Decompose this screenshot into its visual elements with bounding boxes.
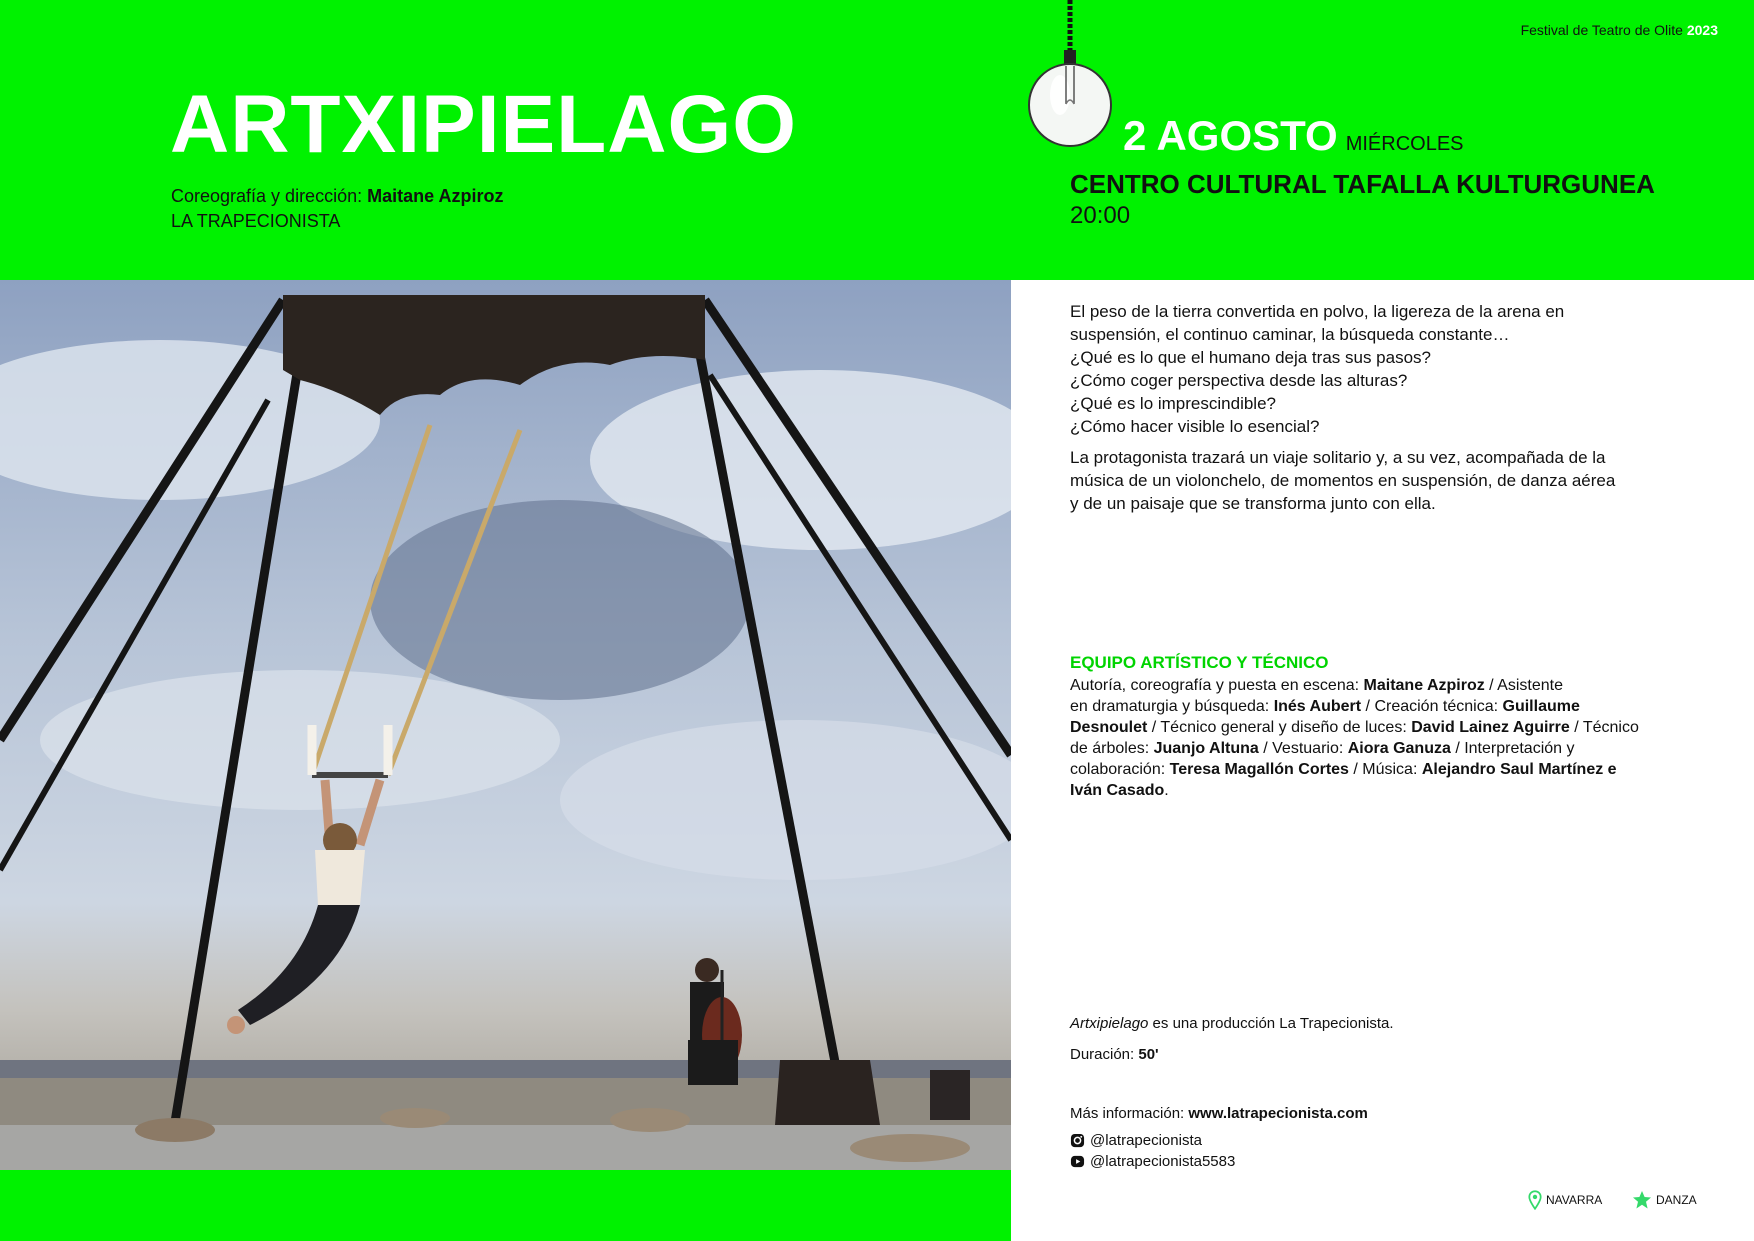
team-credits: Autoría, coreografía y puesta en escena: Maitane Azpiroz / Asistente en dramaturgia y búsqueda: Inés Aubert / Creación técnica: Guillaume Desnoulet / Técnico general y diseño de luces: David Lainez Aguirre / Técnico de árboles: Juanjo Altuna / Vestuario: Aiora Ganuza / Interpretación y colaboración: Teresa Magallón Cortes / Música: Alejandro Saul Martínez e Iván Casado. xyxy=(1070,677,1639,799)
star-icon xyxy=(1632,1190,1652,1210)
team-member: Teresa Magallón Cortes xyxy=(1169,761,1349,778)
lightbulb-icon xyxy=(1025,0,1125,160)
duration-value: 50' xyxy=(1138,1046,1159,1063)
company-name: LA TRAPECIONISTA xyxy=(171,211,341,231)
description-line: y de un paisaje que se transforma junto con ella. xyxy=(1070,494,1436,513)
instagram-handle[interactable]: @latrapecionista xyxy=(1070,1132,1202,1149)
team-member: Iván Casado xyxy=(1070,782,1165,799)
description-line: ¿Qué es lo que el humano deja tras sus pasos? xyxy=(1070,348,1431,367)
event-date xyxy=(1123,112,1464,160)
credit-block xyxy=(171,184,503,234)
more-info: Más información: www.latrapecionista.com xyxy=(1070,1105,1368,1122)
tag-genre: DANZA xyxy=(1632,1190,1697,1210)
date-weekday: MIÉRCOLES xyxy=(1345,133,1464,155)
team-member: David Lainez Aguirre xyxy=(1411,719,1570,736)
youtube-handle[interactable]: @latrapecionista5583 xyxy=(1070,1153,1235,1170)
footer-band xyxy=(0,1170,1011,1241)
duration: Duración: 50' xyxy=(1070,1046,1159,1063)
team-heading: EQUIPO ARTÍSTICO Y TÉCNICO xyxy=(1070,653,1329,672)
location-pin-icon xyxy=(1528,1190,1542,1210)
page-title: ARTXIPIELAGO xyxy=(170,79,798,170)
description-line: El peso de la tierra convertida en polvo, la ligereza de la arena en xyxy=(1070,302,1565,321)
team-member: Inés Aubert xyxy=(1273,698,1362,715)
instagram-icon xyxy=(1070,1133,1085,1148)
website-link[interactable]: www.latrapecionista.com xyxy=(1188,1105,1368,1122)
event-venue: CENTRO CULTURAL TAFALLA KULTURGUNEA xyxy=(1070,169,1655,199)
tag-region: NAVARRA xyxy=(1528,1190,1602,1210)
team-member: Maitane Azpiroz xyxy=(1363,677,1485,694)
description-line: La protagonista trazará un viaje solitario y, a su vez, acompañada de la xyxy=(1070,448,1606,467)
festival-label: Festival de Teatro de Olite 2023 xyxy=(1520,22,1718,38)
description-line: ¿Cómo coger perspectiva desde las alturas? xyxy=(1070,371,1408,390)
team-member: Guillaume xyxy=(1502,698,1580,715)
team-member: Alejandro Saul Martínez e xyxy=(1421,761,1617,778)
team-member: Juanjo Altuna xyxy=(1153,740,1259,757)
description-line: suspensión, el continuo caminar, la búsqueda constante… xyxy=(1070,325,1510,344)
description-questions xyxy=(1070,300,1670,438)
production-note: Artxipielago es una producción La Trapecionista. xyxy=(1070,1015,1394,1032)
description-line: ¿Qué es lo imprescindible? xyxy=(1070,394,1276,413)
description-summary xyxy=(1070,446,1670,515)
description xyxy=(1070,300,1670,523)
date-day: 2 AGOSTO xyxy=(1123,112,1338,159)
description-line: ¿Cómo hacer visible lo esencial? xyxy=(1070,417,1320,436)
event-time: 20:00 xyxy=(1070,202,1131,229)
credit-name: Maitane Azpiroz xyxy=(367,186,504,206)
team-member: Aiora Ganuza xyxy=(1347,740,1451,757)
performance-photo xyxy=(0,280,1011,1170)
youtube-icon xyxy=(1070,1154,1085,1169)
credit-label: Coreografía y dirección: xyxy=(171,186,363,206)
description-line: música de un violonchelo, de momentos en suspensión, de danza aérea xyxy=(1070,471,1616,490)
team-member: Desnoulet xyxy=(1070,719,1148,736)
